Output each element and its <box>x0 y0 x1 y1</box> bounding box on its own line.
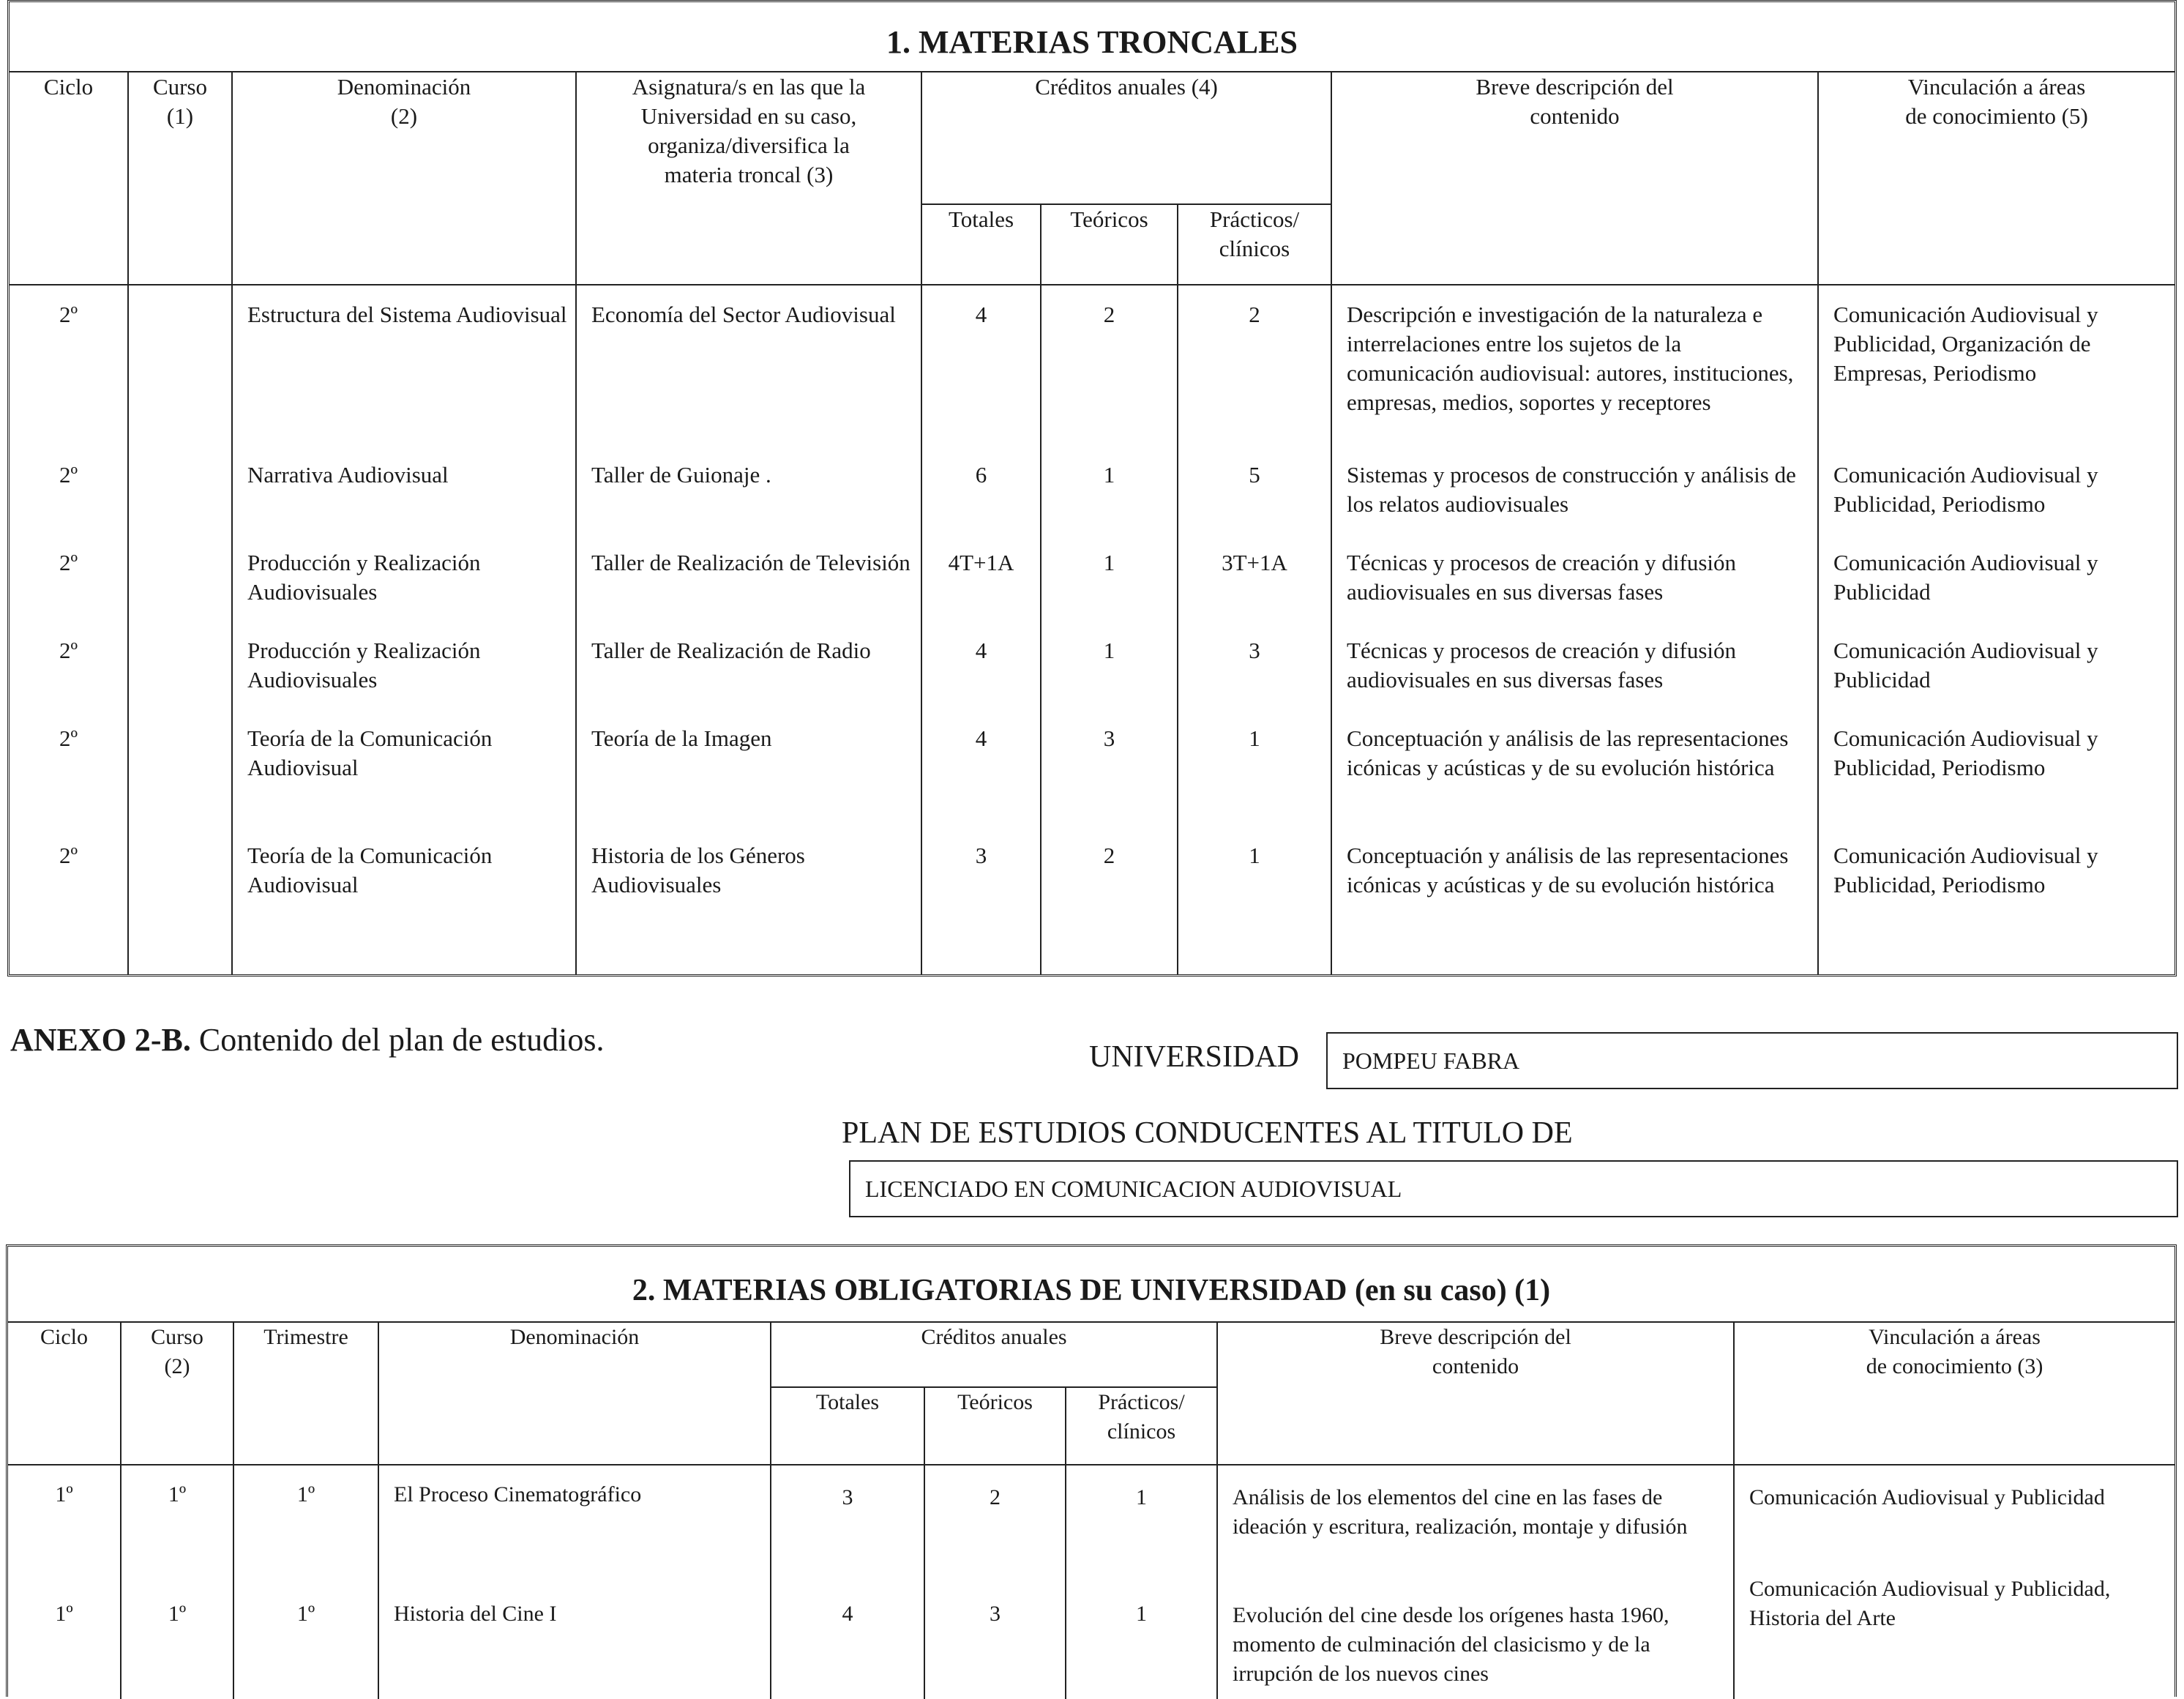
header-denominacion: Denominación (2) <box>232 72 576 285</box>
cell-curso: 1º <box>121 1575 233 1699</box>
header-curso: Curso (2) <box>121 1323 233 1465</box>
cell-ciclo: 2º <box>10 636 128 724</box>
cell-vinculacion: Comunicación Audiovisual y Publicidad, Organización de Empresas, Periodismo <box>1818 285 2174 460</box>
cell-vinculacion: Comunicación Audiovisual y Publicidad <box>1818 548 2174 636</box>
cell-curso <box>128 460 232 548</box>
cell-totales: 4 <box>921 724 1041 841</box>
header-descripcion: Breve descripción del contenido <box>1217 1323 1734 1465</box>
cell-teoricos: 2 <box>1041 285 1178 460</box>
table-row <box>10 460 2174 548</box>
titulo-field: LICENCIADO EN COMUNICACION AUDIOVISUAL <box>849 1160 2178 1217</box>
materias-troncales-table <box>7 0 2177 977</box>
cell-totales: 4 <box>921 636 1041 724</box>
cell-denominacion: Narrativa Audiovisual <box>232 460 576 548</box>
header-trimestre: Trimestre <box>233 1323 378 1465</box>
cell-curso: 1º <box>121 1465 233 1575</box>
header-denominacion: Denominación <box>378 1323 771 1465</box>
cell-asignatura: Economía del Sector Audiovisual <box>576 285 921 460</box>
cell-practicos: 1 <box>1066 1465 1217 1575</box>
cell-vinculacion: Comunicación Audiovisual y Publicidad, Periodismo <box>1818 841 2174 974</box>
cell-practicos: 3T+1A <box>1178 548 1331 636</box>
table2-title: 2. MATERIAS OBLIGATORIAS DE UNIVERSIDAD (en su caso) (1) <box>8 1247 2174 1323</box>
cell-practicos: 1 <box>1178 724 1331 841</box>
cell-denominacion: Historia del Cine I <box>378 1575 771 1699</box>
cell-asignatura: Historia de los Géneros Audiovisuales <box>576 841 921 974</box>
table-row <box>8 1465 2174 1575</box>
cell-practicos: 1 <box>1178 841 1331 974</box>
cell-vinculacion: Comunicación Audiovisual y Publicidad, Periodismo <box>1818 460 2174 548</box>
header-descripcion: Breve descripción del contenido <box>1331 72 1818 285</box>
header-totales: Totales <box>921 204 1041 285</box>
table-row <box>10 285 2174 460</box>
annex-heading-rest: Contenido del plan de estudios. <box>190 1022 605 1058</box>
header-teoricos: Teóricos <box>924 1387 1066 1465</box>
cell-denominacion: El Proceso Cinematográfico <box>378 1465 771 1575</box>
cell-teoricos: 3 <box>1041 724 1178 841</box>
cell-curso <box>128 841 232 974</box>
cell-asignatura: Taller de Realización de Radio <box>576 636 921 724</box>
annex-heading <box>10 1021 605 1058</box>
annex-heading-bold: ANEXO 2-B. <box>10 1022 191 1058</box>
cell-asignatura: Teoría de la Imagen <box>576 724 921 841</box>
cell-teoricos: 1 <box>1041 636 1178 724</box>
cell-ciclo: 2º <box>10 285 128 460</box>
cell-teoricos: 2 <box>924 1465 1066 1575</box>
cell-ciclo: 2º <box>10 548 128 636</box>
cell-totales: 6 <box>921 460 1041 548</box>
cell-totales: 4 <box>771 1575 924 1699</box>
header-ciclo: Ciclo <box>8 1323 121 1465</box>
header-practicos: Prácticos/ clínicos <box>1178 204 1331 285</box>
header-vinculacion: Vinculación a áreas de conocimiento (5) <box>1818 72 2174 285</box>
cell-asignatura: Taller de Realización de Televisión <box>576 548 921 636</box>
table-row <box>8 1575 2174 1699</box>
universidad-field: POMPEU FABRA <box>1326 1032 2178 1089</box>
table-row <box>10 841 2174 974</box>
cell-practicos: 5 <box>1178 460 1331 548</box>
materias-obligatorias-table <box>6 1244 2177 1697</box>
cell-ciclo: 2º <box>10 724 128 841</box>
header-practicos: Prácticos/ clínicos <box>1066 1387 1217 1465</box>
cell-vinculacion: Comunicación Audiovisual y Publicidad <box>1734 1465 2174 1575</box>
cell-descripcion: Descripción e investigación de la naturaleza e interrelaciones entre los sujetos de la comunicación audiovisual: autores, instituciones, empresas, medios, soportes y receptores <box>1331 285 1818 460</box>
cell-practicos: 2 <box>1178 285 1331 460</box>
cell-descripcion: Conceptuación y análisis de las representaciones icónicas y acústicas y de su evolución histórica <box>1331 841 1818 974</box>
header-vinculacion: Vinculación a áreas de conocimiento (3) <box>1734 1323 2174 1465</box>
cell-ciclo: 1º <box>8 1465 121 1575</box>
cell-ciclo: 2º <box>10 460 128 548</box>
cell-denominacion: Producción y Realización Audiovisuales <box>232 636 576 724</box>
cell-denominacion: Teoría de la Comunicación Audiovisual <box>232 724 576 841</box>
cell-vinculacion: Comunicación Audiovisual y Publicidad, Periodismo <box>1818 724 2174 841</box>
cell-trimestre: 1º <box>233 1575 378 1699</box>
cell-teoricos: 3 <box>924 1575 1066 1699</box>
header-asignatura: Asignatura/s en las que la Universidad en su caso, organiza/diversifica la materia troncal (3) <box>576 72 921 285</box>
cell-teoricos: 1 <box>1041 460 1178 548</box>
header-curso: Curso (1) <box>128 72 232 285</box>
table2-grid <box>8 1323 2174 1699</box>
cell-descripcion: Análisis de los elementos del cine en las fases de ideación y escritura, realización, montaje y difusión <box>1217 1465 1734 1575</box>
cell-descripcion: Técnicas y procesos de creación y difusión audiovisuales en sus diversas fases <box>1331 548 1818 636</box>
cell-curso <box>128 636 232 724</box>
cell-totales: 3 <box>921 841 1041 974</box>
cell-vinculacion: Comunicación Audiovisual y Publicidad, Historia del Arte <box>1734 1575 2174 1699</box>
header-teoricos: Teóricos <box>1041 204 1178 285</box>
cell-curso <box>128 548 232 636</box>
cell-descripcion: Conceptuación y análisis de las representaciones icónicas y acústicas y de su evolución histórica <box>1331 724 1818 841</box>
cell-curso <box>128 285 232 460</box>
cell-practicos: 3 <box>1178 636 1331 724</box>
cell-teoricos: 2 <box>1041 841 1178 974</box>
cell-descripcion: Técnicas y procesos de creación y difusión audiovisuales en sus diversas fases <box>1331 636 1818 724</box>
cell-ciclo: 2º <box>10 841 128 974</box>
table1-grid <box>10 72 2174 974</box>
universidad-label: UNIVERSIDAD <box>1089 1040 1299 1074</box>
cell-totales: 4T+1A <box>921 548 1041 636</box>
table1-title: 1. MATERIAS TRONCALES <box>10 2 2174 72</box>
header-creditos: Créditos anuales <box>771 1323 1217 1387</box>
cell-asignatura: Taller de Guionaje . <box>576 460 921 548</box>
table-row <box>10 724 2174 841</box>
cell-ciclo: 1º <box>8 1575 121 1699</box>
cell-teoricos: 1 <box>1041 548 1178 636</box>
header-totales: Totales <box>771 1387 924 1465</box>
plan-label: PLAN DE ESTUDIOS CONDUCENTES AL TITULO DE <box>842 1116 1573 1150</box>
cell-denominacion: Teoría de la Comunicación Audiovisual <box>232 841 576 974</box>
cell-practicos: 1 <box>1066 1575 1217 1699</box>
table-row <box>10 636 2174 724</box>
header-ciclo: Ciclo <box>10 72 128 285</box>
cell-vinculacion: Comunicación Audiovisual y Publicidad <box>1818 636 2174 724</box>
cell-denominacion: Producción y Realización Audiovisuales <box>232 548 576 636</box>
cell-totales: 3 <box>771 1465 924 1575</box>
cell-totales: 4 <box>921 285 1041 460</box>
cell-denominacion: Estructura del Sistema Audiovisual <box>232 285 576 460</box>
cell-curso <box>128 724 232 841</box>
header-creditos: Créditos anuales (4) <box>921 72 1331 204</box>
cell-descripcion: Sistemas y procesos de construcción y análisis de los relatos audiovisuales <box>1331 460 1818 548</box>
table-row <box>10 548 2174 636</box>
cell-trimestre: 1º <box>233 1465 378 1575</box>
cell-descripcion: Evolución del cine desde los orígenes hasta 1960, momento de culminación del clasicismo y de la irrupción de los nuevos cines <box>1217 1575 1734 1699</box>
